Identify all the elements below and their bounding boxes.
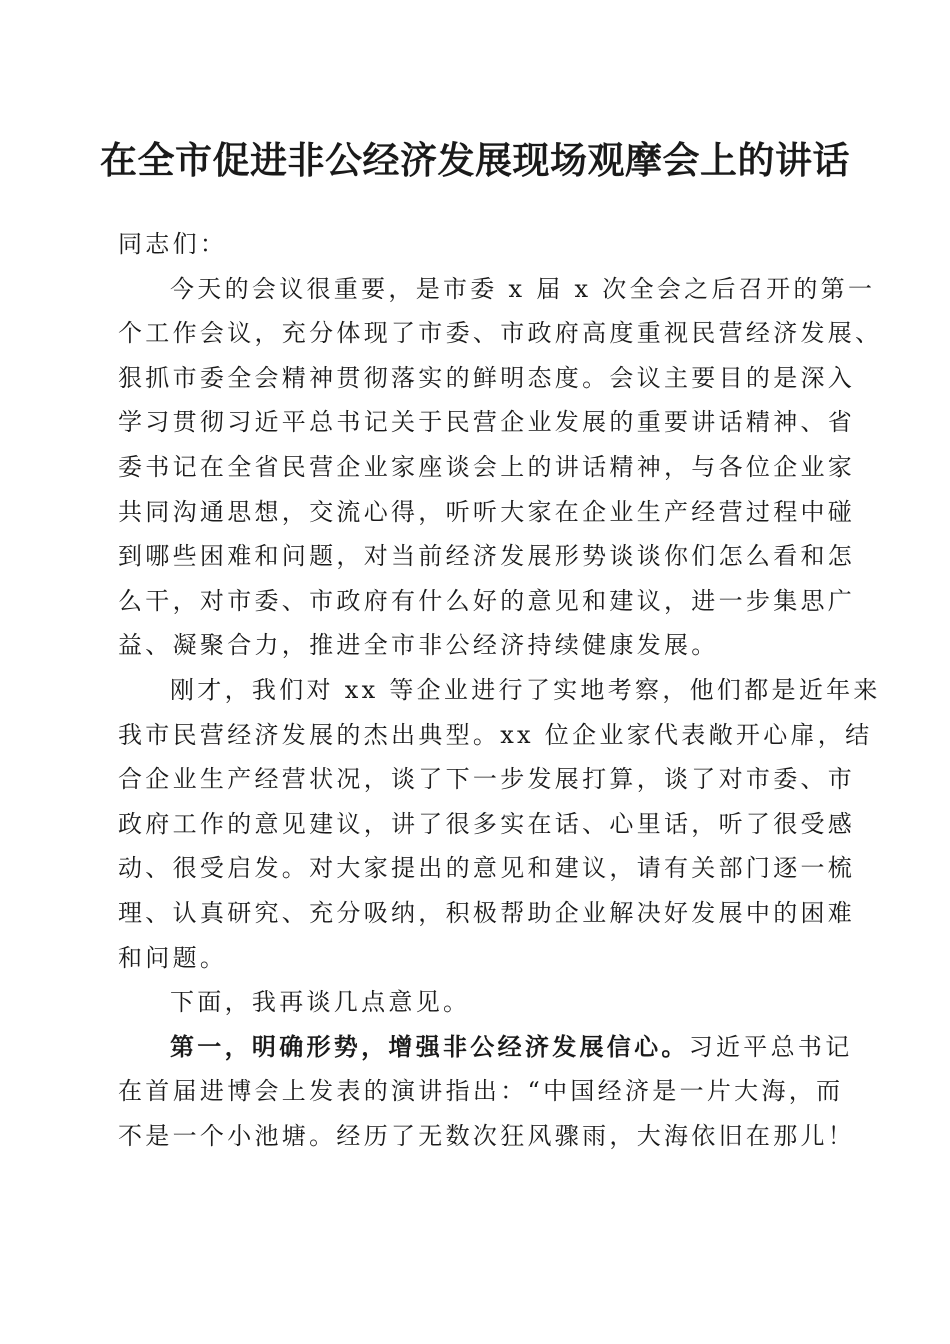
body-line: 委书记在全省民营企业家座谈会上的讲话精神，与各位企业家 <box>118 452 856 481</box>
body-line: 益、凝聚合力，推进全市非公经济持续健康发展。 <box>118 631 719 660</box>
body-line: 理、认真研究、充分吸纳，积极帮助企业解决好发展中的困难 <box>118 898 856 927</box>
body-line: 在首届进博会上发表的演讲指出：“中国经济是一片大海，而 <box>118 1077 844 1106</box>
body-line: 个工作会议，充分体现了市委、市政府高度重视民营经济发展、 <box>118 319 883 348</box>
body-line: 刚才，我们对 xx 等企业进行了实地考察，他们都是近年来 <box>170 675 881 704</box>
point-one-text: 习近平总书记 <box>688 1032 853 1061</box>
body-line: 到哪些困难和问题，对当前经济发展形势谈谈你们怎么看和怎 <box>118 542 856 571</box>
body-line: 下面，我再谈几点意见。 <box>170 988 471 1017</box>
salutation-line: 同志们： <box>118 230 228 258</box>
document-body <box>118 222 883 1158</box>
body-line: 不是一个小池塘。经历了无数次狂风骤雨，大海依旧在那儿！ <box>118 1121 856 1150</box>
body-line: 政府工作的意见建议，讲了很多实在话、心里话，听了很受感 <box>118 809 856 838</box>
body-line: 和问题。 <box>118 943 228 972</box>
point-one-line <box>118 1025 853 1070</box>
body-line: 今天的会议很重要，是市委 x 届 x 次全会之后召开的第一 <box>170 274 876 303</box>
body-line: 我市民营经济发展的杰出典型。xx 位企业家代表敞开心扉，结 <box>118 720 873 749</box>
body-line: 共同沟通思想，交流心得，听听大家在企业生产经营过程中碰 <box>118 497 856 526</box>
body-line: 学习贯彻习近平总书记关于民营企业发展的重要讲话精神、省 <box>118 408 856 437</box>
point-one-heading: 第一，明确形势，增强非公经济发展信心。 <box>170 1031 689 1061</box>
body-line: 么干，对市委、市政府有什么好的意见和建议，进一步集思广 <box>118 586 856 615</box>
body-line: 动、很受启发。对大家提出的意见和建议，请有关部门逐一梳 <box>118 854 856 883</box>
body-line: 狠抓市委全会精神贯彻落实的鲜明态度。会议主要目的是深入 <box>118 363 856 392</box>
body-line: 合企业生产经营状况，谈了下一步发展打算，谈了对市委、市 <box>118 765 856 794</box>
document-title: 在全市促进非公经济发展现场观摩会上的讲话 <box>100 138 850 182</box>
